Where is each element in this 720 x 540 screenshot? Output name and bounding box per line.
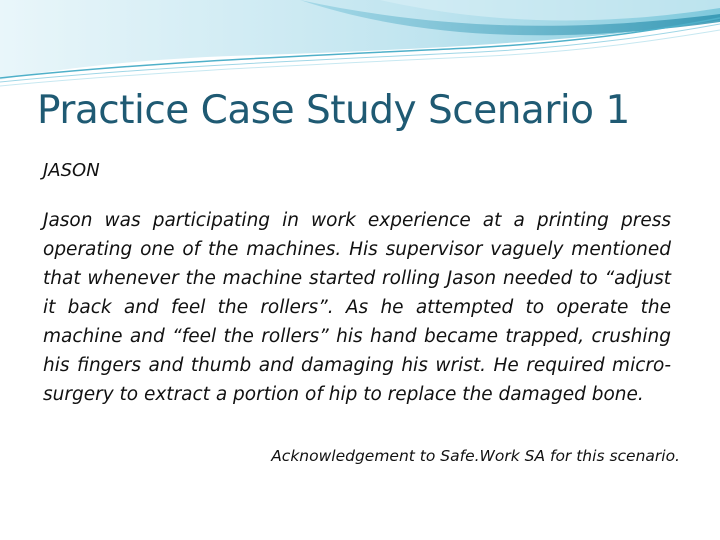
header-wave-decoration [0,0,720,90]
scenario-body-text: Jason was participating in work experience at a printing press operating one of the machines. His supervisor vaguely mentioned that whenever the machine started rolling Jason needed to “adjust it back and feel the rollers”. As he attempted to operate the machine and “feel the rollers” his hand became trapped, crushing his fingers and thumb and damaging his wrist. He required micro-surgery to extract a portion of hip to replace the damaged bone. [43,210,671,405]
acknowledgement-note: Acknowledgement to Safe.Work SA for this scenario. [271,447,680,465]
slide-title: Practice Case Study Scenario 1 [37,88,630,133]
case-subject-name: JASON [43,160,100,181]
